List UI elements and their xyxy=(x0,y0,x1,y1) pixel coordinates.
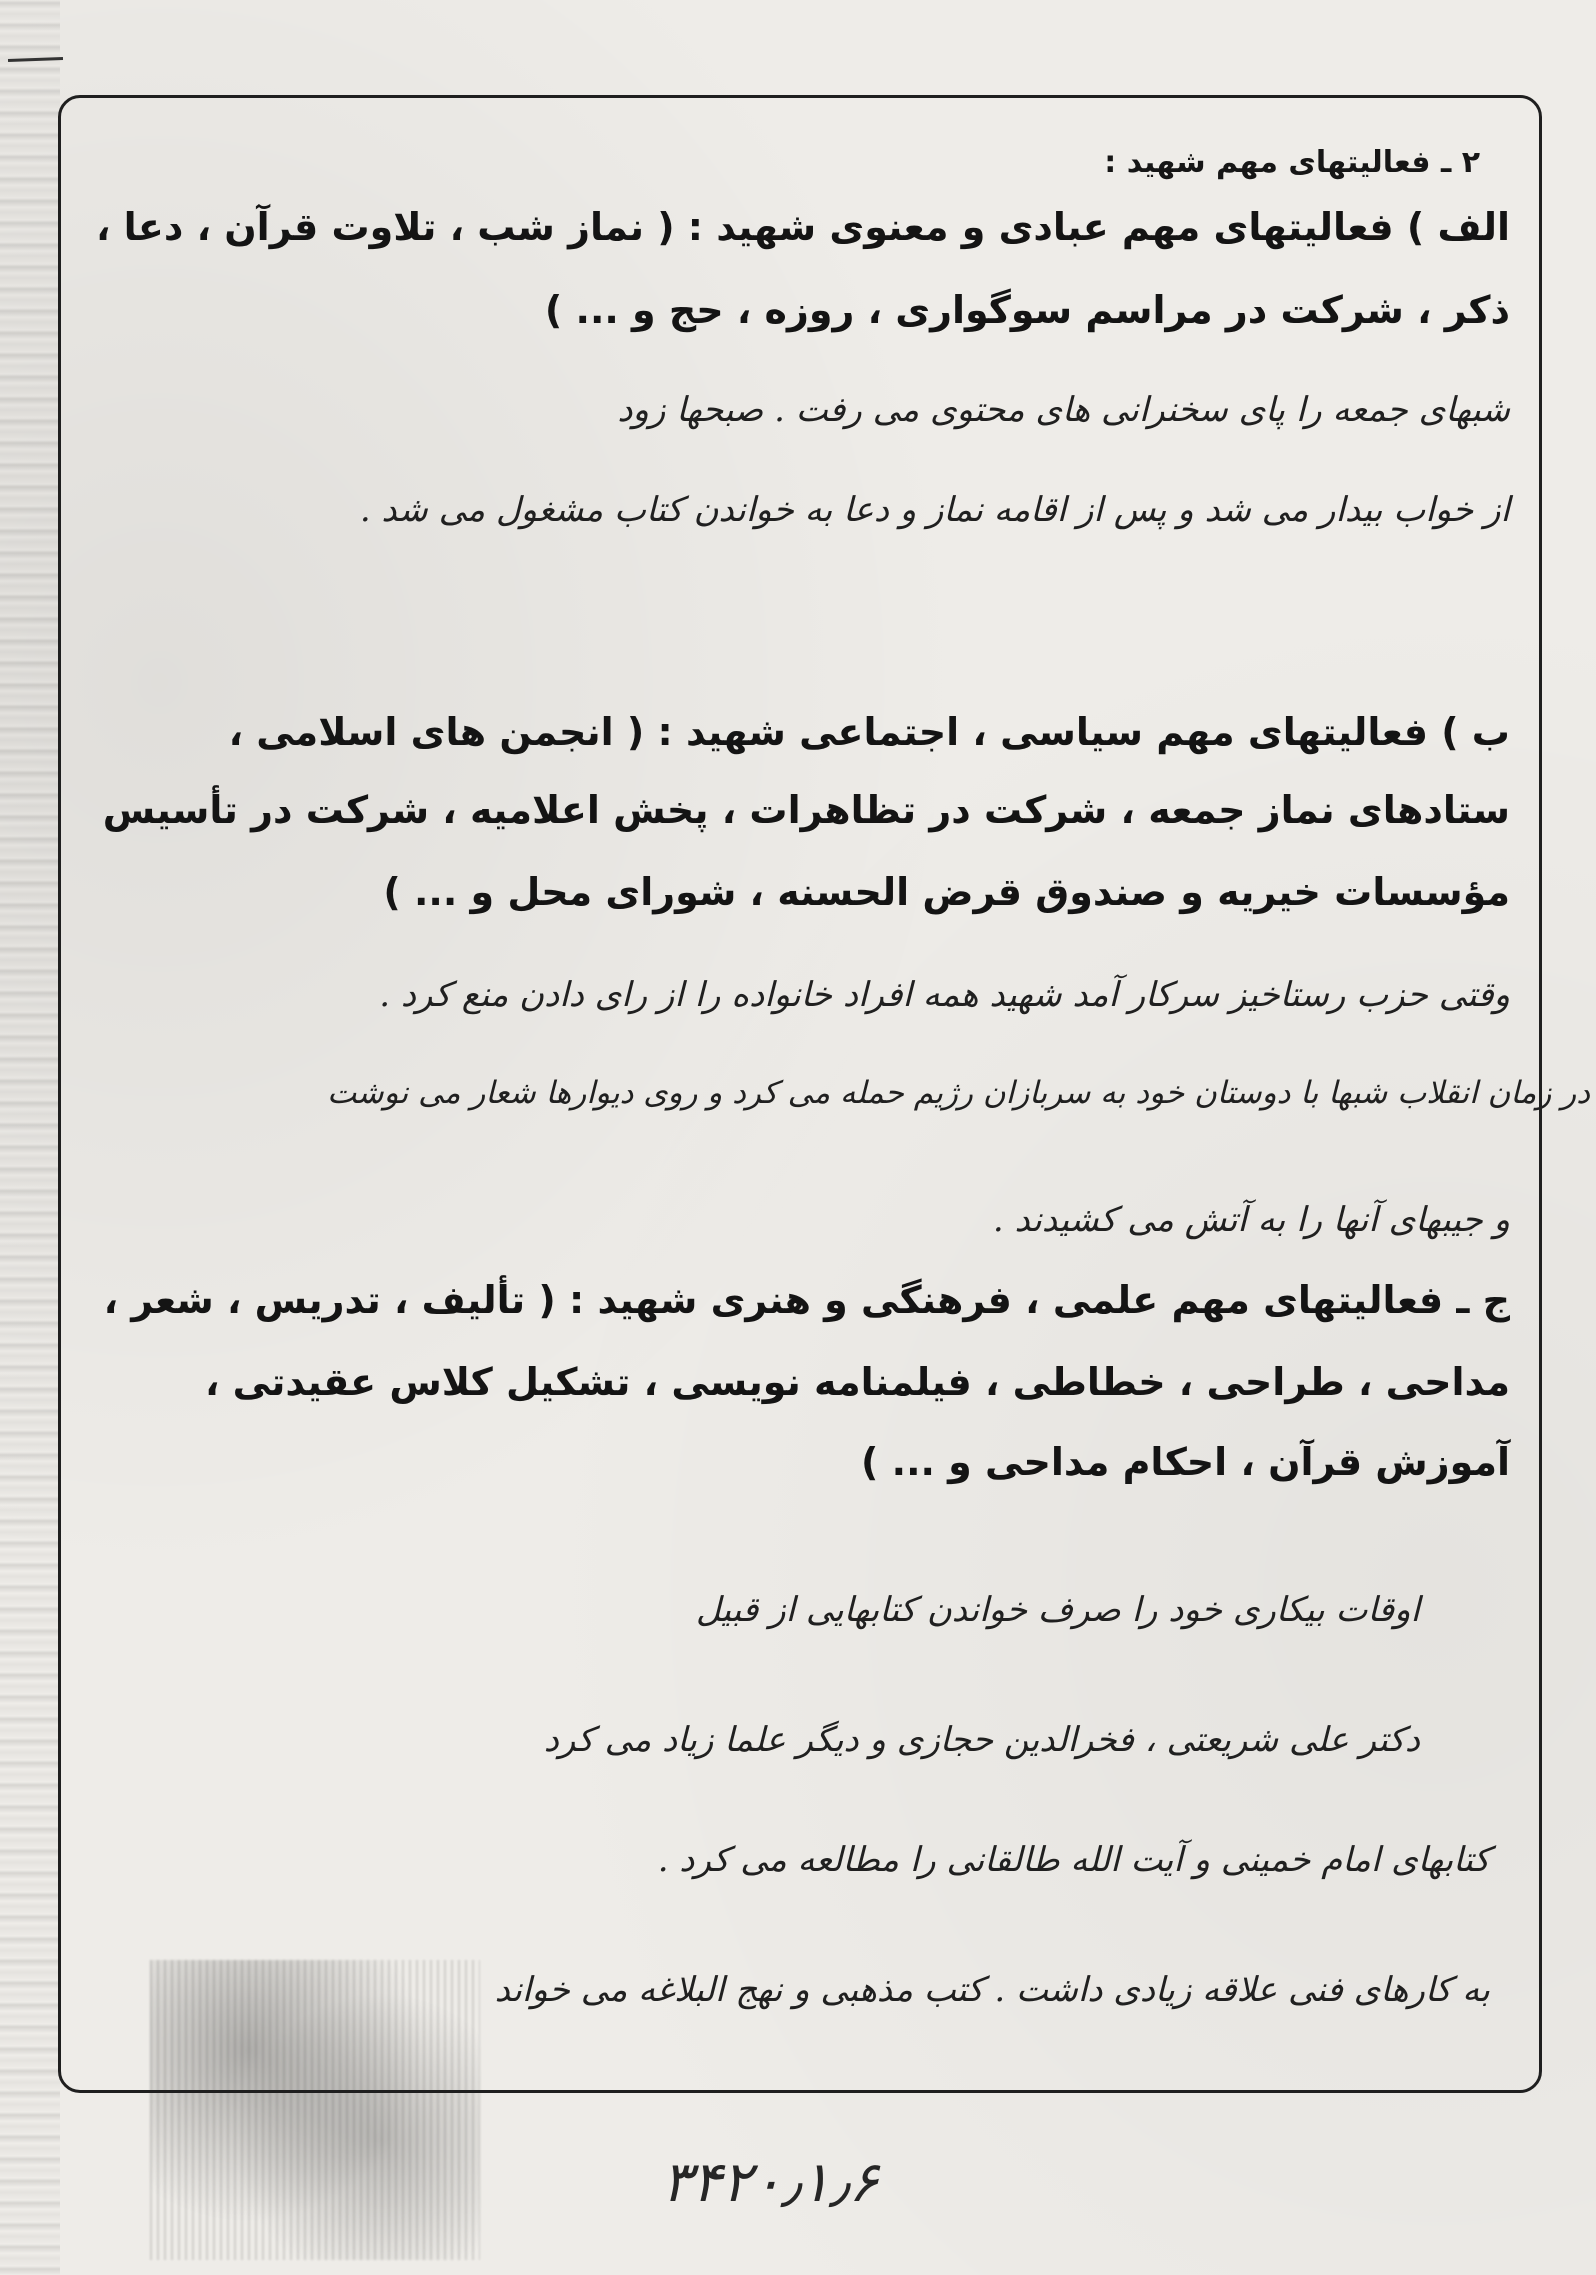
part-c-handwritten-1: اوقات بیکاری خود را صرف خواندن کتابهایی از قبیل xyxy=(695,1590,1420,1630)
part-a-handwritten-1: شبهای جمعه را پای سخنرانی های محتوی می رفت . صبحها زود xyxy=(617,390,1510,430)
part-b-handwritten-3: و جیبهای آنها را به آتش می کشیدند . xyxy=(992,1200,1510,1240)
part-a-line-1: الف ) فعالیتهای مهم عبادی و معنوی شهید : ( نماز شب ، تلاوت قرآن ، دعا ، xyxy=(95,205,1510,249)
part-a-line-2: ذکر ، شرکت در مراسم سوگواری ، روزه ، حج و ... ) xyxy=(544,288,1510,332)
part-c-line-3: آموزش قرآن ، احکام مداحی و ... ) xyxy=(861,1440,1510,1484)
part-b-line-2: ستادهای نماز جمعه ، شرکت در تظاهرات ، پخش اعلامیه ، شرکت در تأسیس xyxy=(102,788,1510,832)
part-c-line-2: مداحی ، طراحی ، خطاطی ، فیلمنامه نویسی ، تشکیل کلاس عقیدتی ، xyxy=(204,1360,1510,1404)
part-b-line-3: مؤسسات خیریه و صندوق قرض الحسنه ، شورای محل و ... ) xyxy=(383,870,1510,914)
part-c-handwritten-4: به کارهای فنی علاقه زیادی داشت . کتب مذهبی و نهج البلاغه می خواند xyxy=(494,1970,1490,2010)
part-b-handwritten-2: در زمان انقلاب شبها با دوستان خود به سربازان رژیم حمله می کرد و روی دیوارها شعار می نوشت xyxy=(327,1075,1590,1111)
part-b-handwritten-1: وقتی حزب رستاخیز سرکار آمد شهید همه افراد خانواده را از رای دادن منع کرد . xyxy=(379,975,1510,1015)
section-heading: ۲ ـ فعالیتهای مهم شهید : xyxy=(1104,145,1480,180)
part-c-handwritten-3: کتابهای امام خمینی و آیت الله طالقانی را مطالعه می کرد . xyxy=(657,1840,1490,1880)
part-a-handwritten-2: از خواب بیدار می شد و پس از اقامه نماز و دعا به خواندن کتاب مشغول می شد . xyxy=(359,490,1510,530)
part-b-line-1: ب ) فعالیتهای مهم سیاسی ، اجتماعی شهید : ( انجمن های اسلامی ، xyxy=(228,710,1510,754)
part-c-handwritten-2: دکتر علی شریعتی ، فخرالدین حجازی و دیگر علما زیاد می کرد xyxy=(543,1720,1420,1760)
scan-noise-strip xyxy=(0,0,60,2275)
page-number-handwritten: ۳۴۲۰٫۱٫۶ xyxy=(661,2150,879,2215)
part-c-line-1: ج ـ فعالیتهای مهم علمی ، فرهنگی و هنری شهید : ( تألیف ، تدریس ، شعر ، xyxy=(103,1278,1510,1322)
